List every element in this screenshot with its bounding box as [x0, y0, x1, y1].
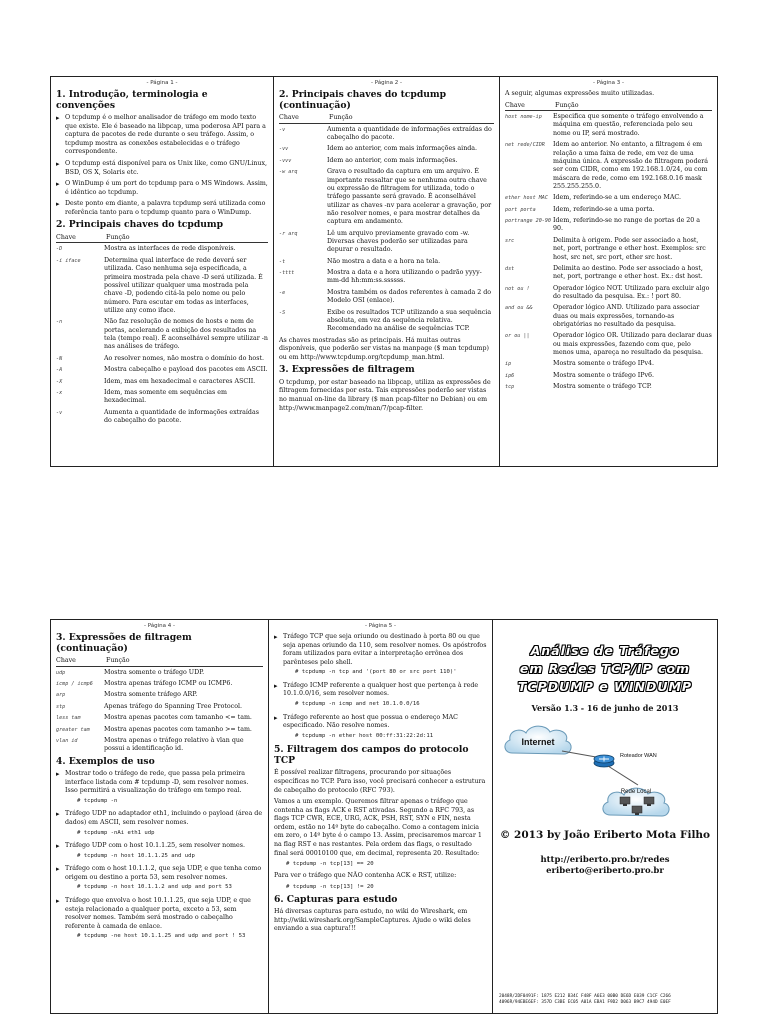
- table-row: [505, 383, 712, 391]
- example-text: Tráfego UDP com o host 10.1.1.25, sem resolver nomes.: [65, 842, 245, 850]
- table-row: [56, 245, 268, 253]
- key-cell: -e: [279, 289, 286, 296]
- col-function: Função: [106, 657, 130, 665]
- key-fingerprints: [499, 994, 713, 1007]
- key-cell: and ou &&: [505, 305, 533, 312]
- list-item: [274, 633, 487, 677]
- key-cell: -r arq: [279, 230, 298, 237]
- table-header: [56, 234, 268, 242]
- key-cell: portrange 20-90: [505, 218, 552, 225]
- fingerprint-line: 4096R/94EBE6EF: 357D C3BE EC05 A01A EBA1 F9D2 D063 B9C7 494D E0EF: [499, 1000, 671, 1006]
- key-cell: not ou !: [505, 285, 530, 292]
- fn-cell: Idem ao anterior, com mais informações ainda.: [327, 145, 478, 153]
- table-row: [505, 265, 712, 282]
- table-body: [505, 113, 712, 391]
- table-row: [56, 257, 268, 316]
- key-cell: -vvv: [279, 157, 292, 164]
- fn-cell: Delimita ao destino. Pode ser associado a host, net, port, portrange e ether host. Ex.: dst host.: [553, 264, 703, 281]
- key-cell: tcp: [505, 384, 515, 391]
- key-cell: -vv: [279, 146, 289, 153]
- fn-cell: Mostra somente tráfego ARP.: [104, 691, 198, 699]
- command-code: # tcpdump -n tcp and '(port 80 or src port 110)': [295, 669, 457, 676]
- fn-cell: Idem ao anterior. No entanto, a filtragem é em relação a uma faixa de rede, em vez de uma máquina única. A expressão de filtragem poderá ser com CIDR, como em 192.168.1.0/24, ou com máscara de rede, como em 192.168.0.16 mask 255.255.255.0.: [553, 141, 708, 190]
- command-code: # tcpdump -n host 10.1.1.2 and udp and port 53: [77, 884, 232, 891]
- table-row: [279, 230, 494, 255]
- table-row: [279, 309, 494, 334]
- fn-cell: Não faz resolução de nomes de hosts e nem de portas, acelerando a exibição dos resultados na tela (tempo real). É aconselhável sempre utilizar -n nas análises de tráfego.: [104, 318, 268, 351]
- key-cell: dst: [505, 265, 515, 272]
- example-text: Tráfego TCP que seja oriundo ou destinado à porta 80 ou que seja apenas oriundo da 110, sem resolver nomes. Os apóstrofos foram utilizados para evitar a interpretação errônea dos parênteses pelo shell.: [283, 633, 487, 666]
- fn-cell: Mostra cabeçalho e payload dos pacotes em ASCII.: [104, 366, 268, 374]
- page-2: [274, 77, 500, 466]
- divider: [279, 123, 494, 124]
- fn-cell: Mostra somente o tráfego TCP.: [553, 383, 652, 391]
- table-row: [279, 258, 494, 266]
- version-text: Versão 1.3 - 16 de junho de 2013: [531, 703, 679, 713]
- sheet-top: [50, 76, 718, 467]
- table-row: [279, 126, 494, 143]
- key-cell: -t: [279, 258, 286, 265]
- section-title: 3. Expressões de filtragem (continuação): [56, 632, 192, 654]
- paragraph: É possível realizar filtragens, procurando por situações específicas no TCP. Para isso, você precisará conhecer a estrutura de cabeçalho do protocolo (RFC 793).: [274, 769, 486, 794]
- list-item: [56, 810, 263, 837]
- table-row: [505, 360, 712, 368]
- fn-cell: Não mostra a data e a hora na tela.: [327, 257, 441, 265]
- list-item: ▸ O tcpdump está disponível para os Unix like, como GNU/Linux, BSD, OS X, Solaris etc.: [56, 160, 268, 177]
- intro-text: A seguir, algumas expressões muito utilizadas.: [505, 90, 655, 97]
- fn-cell: Mostra apenas o tráfego relativo à vlan que possui a identificação id.: [104, 736, 244, 753]
- key-cell: -tttt: [279, 270, 295, 277]
- list-item: [56, 897, 263, 941]
- key-cell: host nome-ip: [505, 114, 542, 121]
- key-cell: -D: [56, 246, 63, 253]
- fn-cell: Mostra somente o tráfego IPv4.: [553, 360, 655, 368]
- list-item: [274, 682, 487, 709]
- fn-cell: Idem, referindo-se a um endereço MAC.: [553, 194, 681, 202]
- table-row: [56, 714, 263, 722]
- key-cell: greater tam: [56, 726, 90, 733]
- section-title: 3. Expressões de filtragem: [279, 364, 415, 376]
- table-row: [279, 289, 494, 306]
- table-row: [505, 372, 712, 380]
- section-title: 2. Principais chaves do tcpdump: [56, 219, 224, 231]
- table-row: [56, 355, 268, 363]
- page-5: [269, 620, 493, 1013]
- author-contact: [498, 855, 712, 877]
- note-text: As chaves mostradas são as principais. Há muitas outras disponíveis, que poderão ser vistas na manpage ($ man tcpdump) ou em http://www.tcpdump.org/tcpdump_man.html.: [279, 336, 489, 361]
- key-cell: stp: [56, 703, 66, 710]
- list-item: ▸ O WinDump é um port do tcpdump para o MS Windows. Assim, é idêntico ao tcpdump.: [56, 180, 268, 197]
- fn-cell: Mostra somente o tráfego UDP.: [104, 668, 205, 676]
- paragraph: Para ver o tráfego que NÃO contenha ACK e RST, utilize:: [274, 872, 457, 880]
- key-cell: -x: [56, 389, 63, 396]
- router-icon: [594, 755, 614, 767]
- bullet-list: [56, 114, 268, 217]
- page-header: - Página 3 -: [592, 80, 625, 86]
- fn-cell: Idem, mas em hexadecimal e caracteres ASCII.: [104, 377, 256, 385]
- col-key: Chave: [56, 233, 76, 241]
- internet-label: Internet: [521, 737, 555, 747]
- list-item: [56, 865, 263, 892]
- table-row: [56, 378, 268, 386]
- fn-cell: Mostra as interfaces de rede disponíveis.: [104, 245, 236, 253]
- cover-title-line: Análise de Tráfego: [530, 643, 680, 658]
- command-code: # tcpdump -ne host 10.1.1.25 and udp and port ! 53: [77, 933, 246, 940]
- section-title: 6. Capturas para estudo: [274, 893, 398, 905]
- table-row: [505, 332, 712, 357]
- command-code: # tcpdump -n tcp[13] == 20: [286, 861, 374, 868]
- table-row: [505, 141, 712, 191]
- table-row: [505, 217, 712, 234]
- section-title: 1. Introdução, terminologia e convenções: [56, 89, 208, 111]
- section-title: 2. Principais chaves do tcpdump (continuação): [279, 89, 447, 111]
- table-header: [505, 102, 712, 110]
- cover-title-line: em Redes TCP/IP com: [519, 661, 691, 676]
- section-title: 5. Filtragem dos campos do protocolo TCP: [274, 744, 469, 766]
- key-cell: ether host MAC: [505, 195, 548, 202]
- key-cell: -A: [56, 367, 63, 374]
- table-row: [279, 145, 494, 153]
- fn-cell: Apenas tráfego do Spanning Tree Protocol.: [104, 702, 243, 710]
- key-cell: src: [505, 237, 515, 244]
- command-code: # tcpdump -n: [77, 797, 118, 804]
- key-cell: net rede/CIDR: [505, 142, 545, 149]
- table-row: [56, 703, 263, 711]
- key-cell: -i iface: [56, 257, 81, 264]
- example-list: [274, 633, 487, 740]
- link-line: [608, 766, 638, 785]
- page-header: - Página 2 -: [370, 80, 403, 86]
- fingerprint-line: 2048R/2DF0491F: 1875 E212 B34C F48F A6E3 00B0 DE6D E039 C1CF C266: [499, 993, 671, 999]
- network-diagram: [498, 719, 712, 821]
- divider: [56, 242, 268, 243]
- fn-cell: Aumenta a quantidade de informações extraídas do cabeçalho do pacote.: [327, 125, 492, 142]
- col-key: Chave: [56, 657, 76, 665]
- col-function: Função: [106, 233, 130, 241]
- fn-cell: Aumenta a quantidade de informações extraídas do cabeçalho do pacote.: [104, 408, 259, 424]
- table-row: [56, 389, 268, 406]
- page-header: - Página 1 -: [146, 80, 178, 86]
- example-text: Tráfego com o host 10.1.1.2, que seja UDP, e que tenha como origem ou destino a porta 53, sem resolver nomes.: [65, 865, 262, 881]
- list-item: ▸ O tcpdump é o melhor analisador de tráfego em modo texto que existe. Ele é baseado na libpcap, uma poderosa API para a captura de pacotes de rede durante o seu tráfego. Assim, o tcpdump mostra as conexões estabelecidas e o tráfego correspondente.: [56, 114, 268, 157]
- table-header: [279, 114, 494, 122]
- table-header: [56, 657, 263, 665]
- table-row: [56, 409, 268, 426]
- table-row: [279, 269, 494, 286]
- command-code: # tcpdump -nAi eth1 udp: [77, 829, 155, 836]
- key-cell: port porta: [505, 206, 536, 213]
- key-cell: vlan id: [56, 737, 78, 744]
- key-cell: or ou ||: [505, 333, 530, 340]
- fn-cell: Mostra também os dados referentes à camada 2 do Modelo OSI (enlace).: [327, 288, 492, 305]
- table-row: [279, 168, 494, 227]
- router-label: Roteador WAN: [620, 753, 657, 759]
- page-1: [51, 77, 274, 466]
- divider: [56, 666, 263, 667]
- col-function: Função: [329, 114, 353, 122]
- divider: [505, 110, 712, 111]
- col-function: Função: [555, 101, 579, 109]
- list-item: [56, 842, 263, 860]
- page-header: - Página 4 -: [143, 623, 176, 629]
- fn-cell: Idem, mas somente em sequências em hexadecimal.: [104, 388, 227, 405]
- table-body: [56, 669, 263, 754]
- key-cell: -v: [56, 409, 63, 416]
- table-row: [56, 691, 263, 699]
- fn-cell: Operador lógico AND. Utilizado para associar duas ou mais expressões, tornando-as obrigatórias no resultado da pesquisa.: [553, 304, 700, 329]
- cover-page: [493, 620, 717, 1013]
- page-header: - Página 5 -: [364, 623, 397, 629]
- table-row: [505, 113, 712, 138]
- website-link[interactable]: http://eriberto.pro.br/redes: [540, 855, 670, 865]
- sheet-bottom: [50, 619, 718, 1014]
- key-cell: icmp / icmp6: [56, 681, 93, 688]
- example-list: [56, 770, 263, 941]
- table-row: [56, 366, 268, 374]
- fn-cell: Idem ao anterior, com mais informações.: [327, 156, 458, 164]
- example-text: Tráfego UDP no adaptador eth1, incluindo o payload (área de dados) em ASCII, sem resolver nomes.: [65, 810, 263, 826]
- page-3: [500, 77, 717, 466]
- table-body: [279, 126, 494, 334]
- command-code: # tcpdump -n ether host 00:ff:31:22:2d:11: [295, 732, 434, 739]
- key-cell: -v: [279, 126, 286, 133]
- key-cell: -N: [56, 355, 63, 362]
- fn-cell: Mostra apenas pacotes com tamanho >= tam.: [104, 725, 252, 733]
- fn-cell: Mostra a data e a hora utilizando o padrão yyyy-mm-dd hh:mm:ss.ssssss.: [327, 269, 482, 285]
- key-cell: udp: [56, 669, 66, 676]
- key-cell: -X: [56, 378, 63, 385]
- fn-cell: Determina qual interface de rede deverá ser utilizada. Caso nenhuma seja especificada, a primeira mostrada pela chave -D será utilizada. É possível utilizar qualquer uma mostrada pela chave -D, podendo citá-la pelo nome ou pelo número. Para escutar em todas as interfaces, utilize any como iface.: [104, 256, 263, 314]
- fn-cell: Delimita à origem. Pode ser associado a host, net, port, portrange e ether host. Exemplos: src host, src net, src port, ether src host.: [553, 236, 706, 261]
- key-cell: -S: [279, 309, 286, 316]
- table-row: [279, 157, 494, 165]
- command-code: # tcpdump -n host 10.1.1.25 and udp: [77, 852, 195, 859]
- paragraph: Há diversas capturas para estudo, no wiki do Wireshark, em http://wiki.wireshark.org/SampleCaptures. Ajude o wiki deles enviando a sua captura!!!: [274, 908, 471, 933]
- table-row: [505, 237, 712, 262]
- fn-cell: Especifica que somente o tráfego envolvendo a máquina em questão, referenciada pelo seu nome ou IP, será mostrado.: [553, 113, 704, 137]
- copyright-text: © 2013 by João Eriberto Mota Filho: [499, 829, 711, 841]
- cover-title-line: TCPDUMP e WINDUMP: [517, 679, 693, 694]
- table-row: [505, 194, 712, 202]
- key-cell: ip: [505, 361, 512, 368]
- fn-cell: Mostra apenas tráfego ICMP ou ICMP6.: [104, 680, 233, 688]
- key-cell: less tam: [56, 715, 81, 722]
- command-code: # tcpdump -n tcp[13] != 20: [286, 883, 374, 890]
- col-key: Chave: [505, 101, 525, 109]
- fn-cell: Mostra apenas pacotes com tamanho <= tam.: [104, 714, 252, 722]
- email-link[interactable]: eriberto@eriberto.pro.br: [546, 866, 664, 877]
- key-cell: ip6: [505, 372, 515, 379]
- fn-cell: Operador lógico OR. Utilizado para declarar duas ou mais expressões, fazendo com que, pelo menos uma, apareça no resultado da pesquisa.: [553, 332, 712, 357]
- list-item: [274, 714, 487, 741]
- col-key: Chave: [279, 114, 299, 122]
- fn-cell: Lê um arquivo previamente gravado com -w. Diversas chaves poderão ser utilizadas para depurar o resultado.: [327, 229, 470, 254]
- example-text: Tráfego referente ao host que possua o endereço MAC especificado. Não resolve nomes.: [283, 713, 458, 730]
- fn-cell: Operador lógico NOT. Utilizado para excluir algo do resultado da pesquisa. Ex.: ! port 80.: [553, 284, 710, 300]
- command-code: # tcpdump -n icmp and net 10.1.0.0/16: [295, 700, 420, 707]
- fn-cell: Ao resolver nomes, não mostra o domínio do host.: [104, 354, 264, 362]
- key-cell: -n: [56, 319, 63, 326]
- example-text: Tráfego ICMP referente a qualquer host que pertença à rede 10.1.0.0/16, sem resolver nomes.: [283, 681, 479, 698]
- fn-cell: Idem, referindo-se a uma porta.: [553, 205, 655, 213]
- table-row: [56, 680, 263, 688]
- table-row: [505, 304, 712, 329]
- local-network-label: Rede Local: [620, 789, 652, 795]
- key-cell: -w arq: [279, 169, 298, 176]
- fn-cell: Mostra somente o tráfego IPv6.: [553, 371, 655, 379]
- table-row: [505, 285, 712, 302]
- table-row: [56, 318, 268, 351]
- key-cell: arp: [56, 692, 66, 699]
- paragraph: Vamos a um exemplo. Queremos filtrar apenas o tráfego que contenha as flags ACK e RST ativadas. Segundo a RFC 793, as flags TCP CWR, ECE, URG, ACK, PSH, RST, SYN e FIN, nesta ordem, estão no 14º byte do cabeçalho. Como a contagem inicia em zero, o 14º byte é o campo 13. Assim, precisaremos marcar 1 na flag RST e nas restantes. Pela ordem das flags, o resultado final será 00010100 que, em decimal, representa 20. Resultado:: [274, 798, 482, 857]
- page-4: [51, 620, 269, 1013]
- section-title: 4. Exemplos de uso: [56, 755, 155, 767]
- table-row: [56, 669, 263, 677]
- table-row: [56, 737, 263, 754]
- paragraph: O tcpdump, por estar baseado na libpcap, utiliza as expressões de filtragem fornecidas por esta. Tais expressões poderão ser vistas no manual on-line da library ($ man pcap-filter no Debian) ou em http://www.manpage2.com/man/7/pcap-filter.: [279, 378, 491, 412]
- list-item: [56, 770, 263, 805]
- example-text: Tráfego que envolva o host 10.1.1.25, que seja UDP, e que esteja relacionado a qualquer porta, exceto a 53, sem resolver nomes. Também será mostrado o cabeçalho referente à camada de enlace.: [65, 897, 251, 930]
- example-text: Mostrar todo o tráfego de rede, que passa pela primeira interface listada com # tcpdump -D, sem resolver nomes. Isso permitirá a visualização do tráfego em tempo real.: [65, 770, 249, 795]
- table-body: [56, 245, 268, 425]
- fn-cell: Exibe os resultados TCP utilizando a sua sequência absoluta, em vez da sequência relativa. Recomendado na análise de sequências TCP.: [327, 308, 492, 333]
- fn-cell: Grava o resultado da captura em um arquivo. É importante ressaltar que se nenhuma outra chave ou expressão de filtragem for utilizada, todo o tráfego passante será gravado. É aconselhável utilizar as chaves -nv para acelerar a gravação, por não resolver nomes, e para mostrar detalhes da captura em andamento.: [327, 168, 492, 226]
- fn-cell: Idem, referindo-se no range de portas de 20 a 90.: [553, 217, 701, 233]
- table-row: [56, 726, 263, 734]
- list-item: ▸ Deste ponto em diante, a palavra tcpdump será utilizada como referência tanto para o tcpdump quanto para o WinDump.: [56, 200, 268, 217]
- table-row: [505, 206, 712, 214]
